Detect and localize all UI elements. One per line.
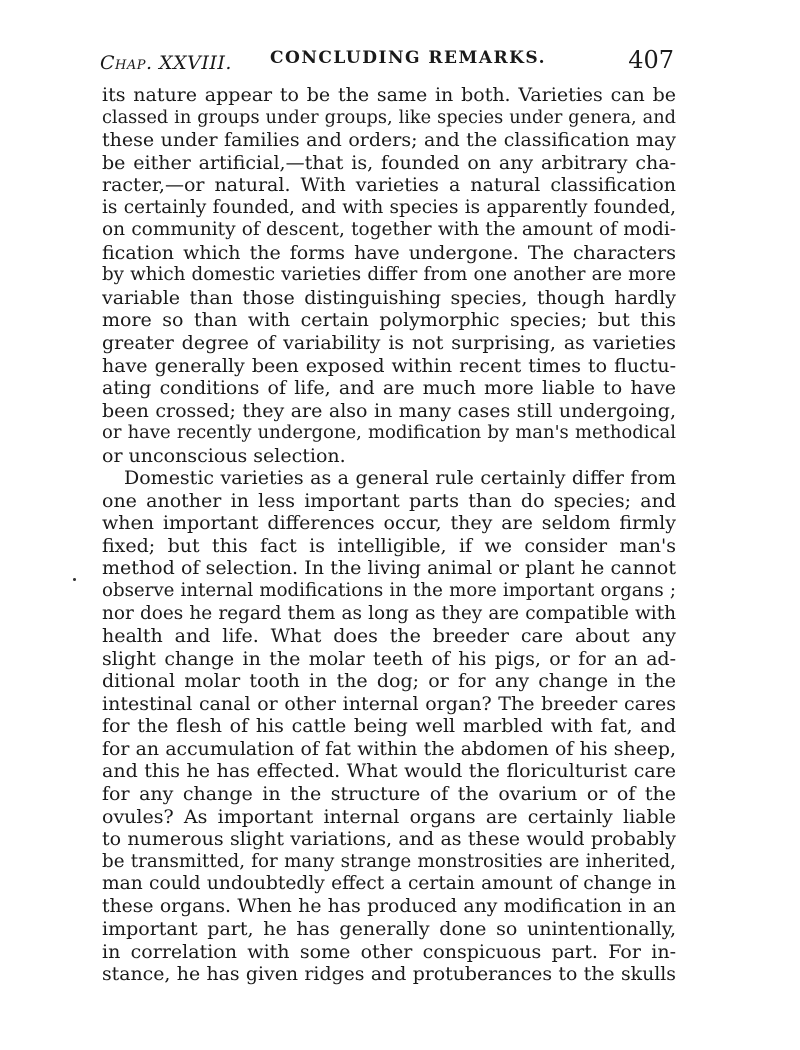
text-line: for any change in the structure of the ovarium or of the (102, 782, 676, 805)
text-line: greater degree of variability is not surprising, as varieties (102, 332, 676, 355)
text-line: or have recently undergone, modification by man's methodical (102, 422, 676, 444)
paragraph-end-line: or unconscious selection. (102, 444, 346, 467)
text-line: more so than with certain polymorphic species; but this (102, 309, 676, 332)
text-line: method of selection. In the living animal or plant he cannot (102, 557, 676, 580)
text-line: and this he has effected. What would the floriculturist care (102, 760, 676, 783)
text-line: health and life. What does the breeder care about any (102, 625, 676, 648)
text-line: by which domestic varieties differ from one another are more (102, 264, 676, 286)
text-line: fication which the forms have undergone. The characters (102, 241, 676, 264)
running-title: CONCLUDING REMARKS. (270, 48, 547, 68)
text-line: racter,—or natural. With varieties a natural classification (102, 174, 676, 197)
text-line: man could undoubtedly effect a certain amount of change in (102, 873, 676, 895)
text-line: to numerous slight variations, and as these would probably (102, 828, 676, 851)
text-line: one another in less important parts than do species; and (102, 489, 676, 512)
text-line: classed in groups under groups, like species under genera, and (102, 107, 676, 128)
text-line: its nature appear to be the same in both. Varieties can be (102, 84, 676, 106)
paragraph-start-line: Domestic varieties as a general rule certainly differ from (124, 467, 676, 490)
text-line: slight change in the molar teeth of his pigs, or for an ad- (102, 647, 676, 670)
text-line: nor does he regard them as long as they are compatible with (102, 602, 676, 624)
text-line: ating conditions of life, and are much more liable to have (102, 377, 676, 400)
page-number: 407 (628, 46, 674, 74)
text-line: these under families and orders; and the classification may (102, 129, 676, 152)
text-line: be transmitted, for many strange monstrosities are inherited, (102, 850, 676, 872)
text-line: variable than those distinguishing species, though hardly (102, 286, 676, 309)
text-line: these organs. When he has produced any modification in an (102, 895, 676, 917)
text-line: observe internal modifications in the more important organs ; (102, 580, 676, 602)
text-line: fixed; but this fact is intelligible, if we consider man's (102, 534, 676, 557)
chapter-label: Chap. XXVIII. (100, 52, 232, 74)
text-line: for the flesh of his cattle being well marbled with fat, and (102, 715, 676, 738)
text-line: ditional molar tooth in the dog; or for any change in the (102, 670, 676, 693)
text-line: when important differences occur, they are seldom firmly (102, 512, 676, 535)
text-line: be either artificial,—that is, founded on any arbitrary cha- (102, 151, 676, 174)
text-line: is certainly founded, and with species is apparently founded, (102, 196, 676, 218)
running-head (100, 44, 678, 80)
text-line: stance, he has given ridges and protuberances to the skulls (102, 963, 676, 986)
text-line: been crossed; they are also in many cases still undergoing, (102, 399, 676, 422)
margin-mark (73, 578, 76, 581)
text-line: have generally been exposed within recent times to fluctu- (102, 354, 676, 377)
text-line: intestinal canal or other internal organ? The breeder cares (102, 692, 676, 715)
body-text (102, 84, 676, 986)
text-line: important part, he has generally done so unintentionally, (102, 918, 676, 941)
text-line: in correlation with some other conspicuous part. For in- (102, 940, 676, 963)
text-line: on community of descent, together with the amount of modi- (102, 219, 676, 241)
text-line: ovules? As important internal organs are certainly liable (102, 805, 676, 828)
text-line: for an accumulation of fat within the abdomen of his sheep, (102, 737, 676, 760)
